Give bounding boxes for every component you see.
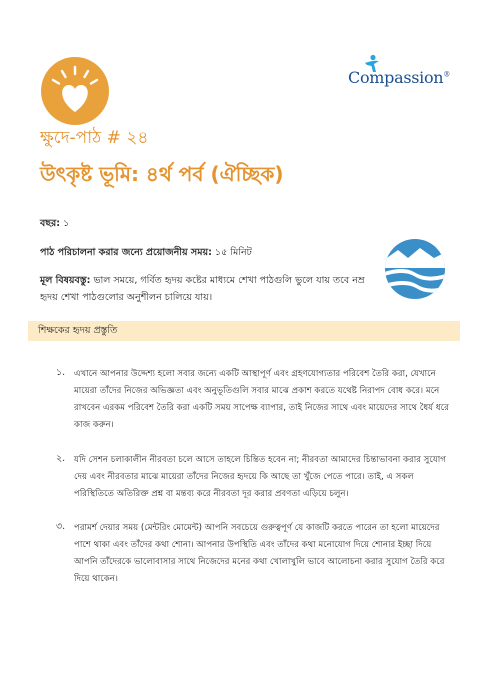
year-line: [40, 217, 69, 232]
item-text: যদি সেশন চলাকালীন নীরবতা চলে আসে তাহলে চিন্তিত হবেন না; নীরবতা আমাদের চিন্তাভাবনা করার সুযোগ দেয় এবং নীরবতার মাঝে মায়েরা তাঁদের নিজের হৃদয়ে কি আছে তা খুঁজে পেতে পারে। তাই, এ সকল পরিস্থিতিতে অতিরিক্ত প্রশ্ন বা মন্তব্য করে নীরবতা দূর করার প্রবণতা এড়িয়ে চলুন।: [74, 455, 446, 499]
year-value: ১: [63, 218, 70, 229]
summary-label: মূল বিষয়বস্তু:: [40, 275, 91, 286]
section-title: শিক্ষকের হৃদয় প্রস্তুতি: [38, 325, 118, 336]
item-number: ২.: [56, 453, 66, 464]
summary-text: ভাল সময়ে, গর্বিত হৃদয় কষ্টের মাধ্যমে শেখা পাঠগুলি ভুলে যায় তবে নম্র হৃদয় শেখা পাঠগুলোর অনুশীলন চালিয়ে যায়।: [40, 275, 365, 303]
section-header: [28, 321, 460, 341]
item-text: পরামর্শ দেয়ার সময় (মেন্টরিং মোমেন্ট) আপনি সবচেয়ে গুরুত্বপূর্ণ যে কাজটি করতে পারেন তা হলো মায়েদের পাশে থাকা এবং তাঁদের কথা শোনা। আপনার উপস্থিতি এবং তাঁদের কথা মনোযোগ দিয়ে শোনার ইচ্ছা দিয়ে আপনি তাঁদেরকে ভালোবাসার সাথে নিজেদের মনের কথা খোলাখুলি ভাবে আলোচনা করার সুযোগ তৈরি করে দিয়ে থাকেন।: [74, 523, 445, 584]
summary-block: [40, 272, 370, 306]
year-label: বছর:: [40, 218, 61, 229]
item-text: এখানে আপনার উদ্দেশ্য হলো সবার জন্যে একটি আস্থাপূর্ণ এবং গ্রহণযোগ্যতার পরিবেশ তৈরি করা, যেখানে মায়েরা তাঁদের নিজের অভিজ্ঞতা এবং অনুভূতিগুলি সবার মাঝে প্রকাশ করতে যথেষ্ট নিরাপদ বোধ করে। মনে রাখবেন এরকম পরিবেশ তৈরি করা একটি সময় সাপেক্ষ ব্যাপার, তাই নিজের সাথে এবং মায়েদের সাথে ধৈর্য ধরে কাজ করুন।: [74, 369, 449, 430]
lesson-number: ক্ষুদে-পাঠ # ২৪: [40, 128, 149, 148]
time-line: [40, 246, 252, 261]
item-number: ৩.: [56, 521, 66, 532]
page-title: উৎকৃষ্ট ভূমি: ৪র্থ পর্ব (ঐচ্ছিক): [40, 162, 284, 186]
heart-sun-icon: [40, 56, 110, 126]
logo-wordmark: Compassion®: [348, 68, 451, 87]
time-label: পাঠ পরিচালনা করার জন্যে প্রয়োজনীয় সময়:: [40, 247, 212, 258]
compassion-logo: [346, 56, 456, 96]
river-valley-icon: [384, 238, 446, 300]
item-number: ১.: [56, 367, 66, 378]
time-value: ১৫ মিনিট: [214, 247, 252, 258]
